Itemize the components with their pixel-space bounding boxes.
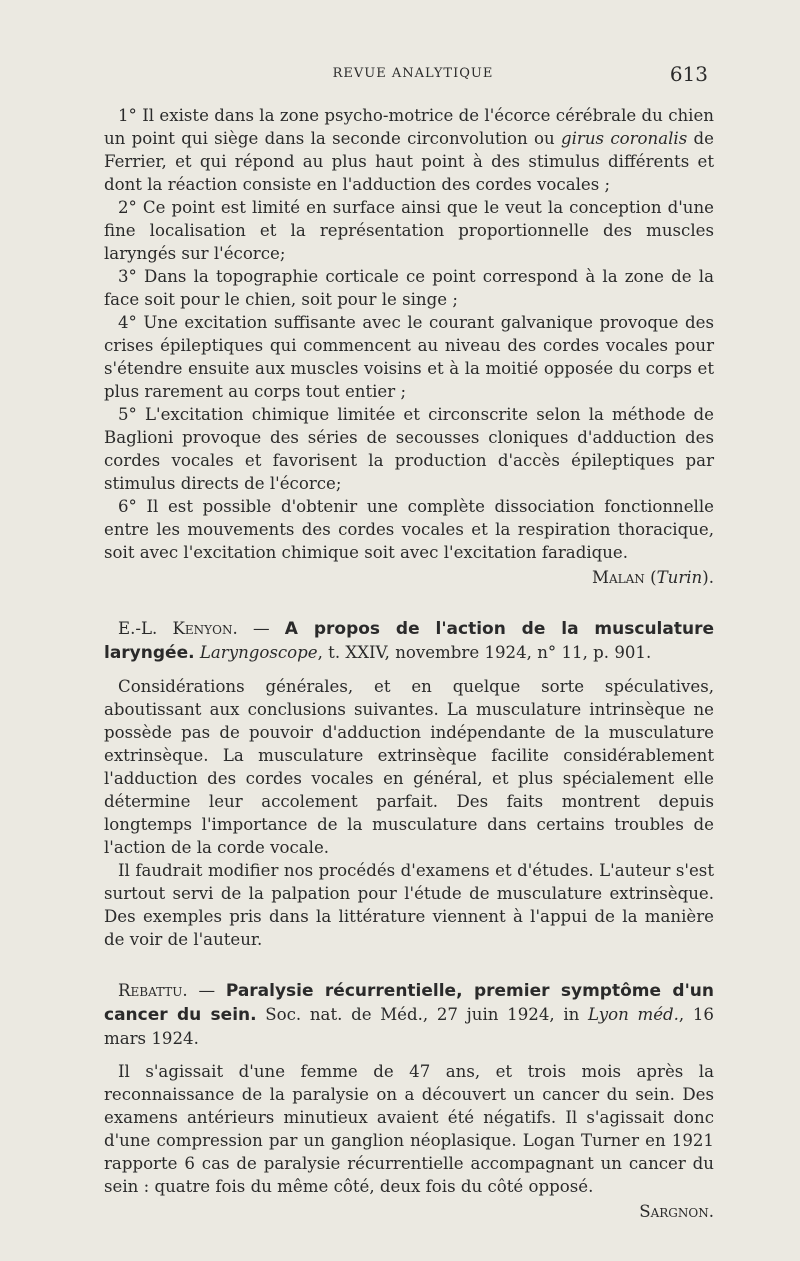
conclusion-5: 5° L'excitation chimique limitée et circonscrite selon la méthode de Baglioni provoque des séries de secousses cloniques d'adduction des cordes vocales et favorisent la production d'accès épileptiques par stimulus directs de l'écorce; — [104, 405, 714, 493]
citation-pre: Soc. nat. de Méd., 27 juin 1924, in — [256, 1005, 588, 1024]
journal-name: Lyon méd. — [588, 1005, 679, 1024]
article-author: Rebattu. — [118, 981, 188, 1000]
article-title: A propos de l'action de la musculature laryngée. — [104, 619, 714, 663]
conclusion-4: 4° Une excitation suffisante avec le courant galvanique provoque des crises épileptiques qui commencent au niveau des cordes vocales pour s'étendre ensuite aux muscles voisins et à la moitié opposée du corps et plus rarement au corps tout entier ; — [104, 313, 714, 401]
review-malan — [104, 104, 714, 589]
signature-place: Turin — [656, 568, 703, 587]
running-title: REVUE ANALYTIQUE — [332, 66, 494, 81]
article-body — [104, 1060, 714, 1223]
signature-name: Malan — [592, 568, 645, 587]
article-heading — [104, 979, 714, 1050]
article-author: E.-L. Kenyon. — [118, 619, 238, 638]
signature-malan: Malan (Turin). — [592, 568, 714, 587]
page-header — [118, 62, 708, 90]
heading-dash: — — [237, 619, 285, 638]
signature-name: Sargnon. — [639, 1202, 714, 1221]
article-title: Paralysie récurrentielle, premier symptôme d'un cancer du sein. — [104, 981, 714, 1025]
conclusion-1-text-b: de Ferrier, et qui répond au plus haut point à des stimulus différents et dont la réaction consiste en l'adduction des cordes vocales ; — [104, 129, 714, 194]
journal-name: Laryngoscope — [199, 643, 318, 662]
signature-sargnon — [104, 1200, 714, 1223]
conclusion-1 — [104, 104, 714, 196]
body-paragraph: Considérations générales, et en quelque sorte spéculatives, aboutissant aux conclusions suivantes. La musculature intrinsèque ne possède pas de pouvoir d'adduction indépendante de la musculature extrinsèque. La musculature extrinsèque facilite considérablement l'adduction des cordes vocales en général, et plus spécialement elle détermine leur accolement parfait. Des faits montrent depuis longtemps l'importance de la musculature dans certains troubles de l'action de la corde vocale. — [104, 677, 714, 857]
body-paragraph: Il faudrait modifier nos procédés d'examens et d'études. L'auteur s'est surtout servi de la palpation pour l'étude de musculature extrinsèque. Des exemples pris dans la littérature viennent à l'appui de la manière de voir de l'auteur. — [104, 861, 714, 949]
body-paragraph: Il s'agissait d'une femme de 47 ans, et trois mois après la reconnaissance de la paralysie on a découvert un cancer du sein. Des examens antérieurs minutieux avaient été négatifs. Il s'agissait donc d'une compression par un ganglion néoplasique. Logan Turner en 1921 rapporte 6 cas de paralysie récurrentielle accompagnant un cancer du sein : quatre fois du même côté, deux fois du côté opposé. — [104, 1062, 714, 1196]
heading-dash: — — [187, 981, 226, 1000]
text-column — [104, 104, 714, 1223]
article-heading — [104, 617, 714, 665]
conclusion-2: 2° Ce point est limité en surface ainsi que le veut la conception d'une fine localisation et la représentation proportionnelle des muscles laryngés sur l'écorce; — [104, 198, 714, 263]
citation-post: , 16 mars 1924. — [104, 1005, 714, 1048]
citation: , t. XXIV, novembre 1924, n° 11, p. 901. — [317, 643, 652, 662]
conclusion-3: 3° Dans la topographie corticale ce point correspond à la zone de la face soit pour le chien, soit pour le singe ; — [104, 267, 714, 309]
article-body — [104, 675, 714, 951]
review-rebattu — [104, 979, 714, 1223]
conclusion-1-italic: girus coronalis — [560, 129, 688, 148]
page-number: 613 — [669, 62, 708, 86]
conclusion-1-text-a: 1° Il existe dans la zone psycho-motrice de l'écorce cérébrale du chien un point qui siège dans la seconde circonvolution ou — [104, 106, 714, 148]
review-kenyon — [104, 617, 714, 951]
conclusion-6: 6° Il est possible d'obtenir une complète dissociation fonctionnelle entre les mouvements des cordes vocales et la respiration thoracique, soit avec l'excitation chimique soit avec l'excitation faradique. — [104, 497, 714, 562]
